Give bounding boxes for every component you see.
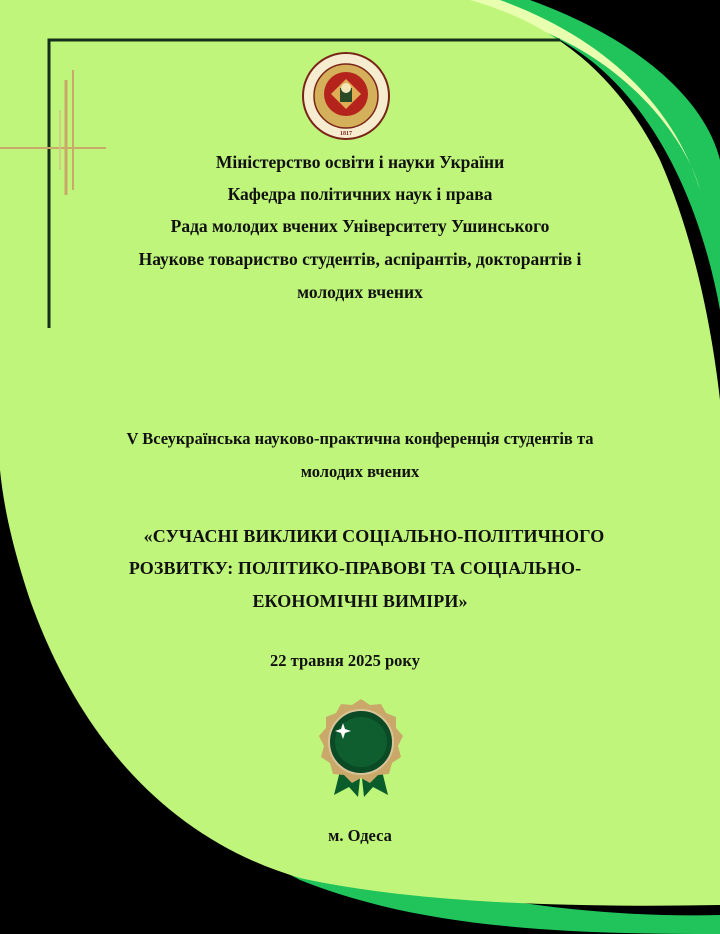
department-line: Кафедра політичних наук і права bbox=[227, 184, 493, 204]
title-line-1: «СУЧАСНІ ВИКЛИКИ СОЦІАЛЬНО-ПОЛІТИЧНОГО bbox=[143, 526, 605, 546]
conference-line-cont: молодих вчених bbox=[300, 462, 420, 481]
medal-icon bbox=[312, 697, 410, 799]
logo-year: 1817 bbox=[340, 131, 352, 137]
society-line-cont: молодих вчених bbox=[297, 282, 423, 302]
council-line: Рада молодих вчених Університету Ушинського bbox=[170, 216, 550, 236]
title-line-3: ЕКОНОМІЧНІ ВИМІРИ» bbox=[252, 591, 468, 611]
conference-line: V Всеукраїнська науково-практична конференція студентів та bbox=[126, 429, 594, 448]
society-line: Наукове товариство студентів, аспірантів, докторантів і bbox=[138, 249, 582, 269]
university-logo bbox=[301, 51, 391, 141]
conference-date: 22 травня 2025 року bbox=[270, 651, 420, 670]
ministry-line: Міністерство освіти і науки України bbox=[215, 152, 505, 172]
city-line: м. Одеса bbox=[328, 826, 392, 845]
title-line-2: РОЗВИТКУ: ПОЛІТИКО-ПРАВОВІ ТА СОЦІАЛЬНО- bbox=[128, 558, 582, 578]
